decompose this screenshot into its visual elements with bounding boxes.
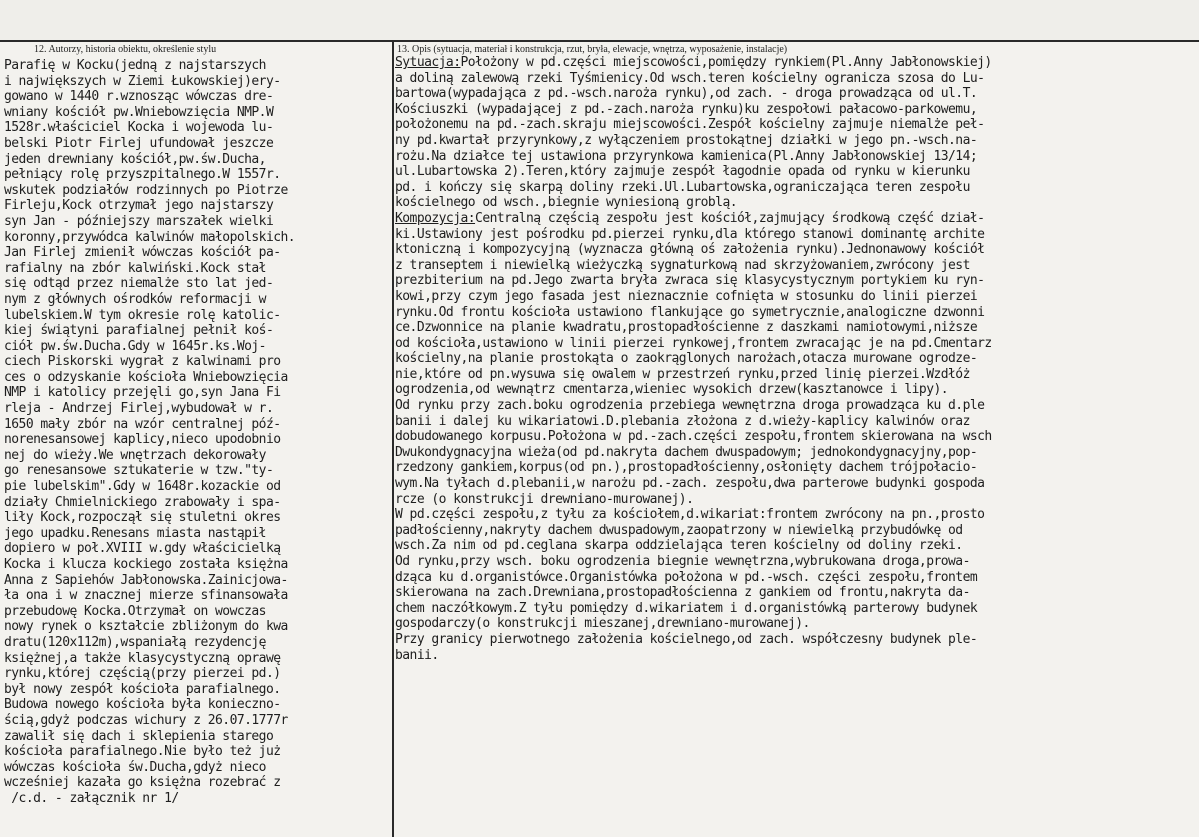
text-line: [395, 476, 1195, 492]
text-line: rleja - Andrzej Firlej,wybudował w r.: [4, 401, 274, 417]
text-line: [395, 211, 1195, 227]
line-text: Centralną częścią zespołu jest kościół,zajmujący środkową część dział-: [475, 210, 985, 226]
line-text: rożu.Na działce tej ustawiona przyrynkowa kamienica(Pl.Anny Jabłonowskiej 13/14;: [395, 148, 978, 164]
line-text: gospodarczy(o konstrukcji mieszanej,drewniano-murowanej).: [395, 616, 810, 632]
text-line: [395, 55, 1195, 71]
text-line: [395, 570, 1195, 586]
text-line: [395, 305, 1195, 321]
text-line: [395, 227, 1195, 243]
text-line: wówczas kościoła św.Ducha,gdyż nieco: [4, 759, 266, 775]
text-line: [395, 180, 1195, 196]
line-text: kowi,przy czym jego fasada jest nieznacznie cofnięta w stosunku do linii pierzei: [395, 288, 978, 304]
text-line: [395, 149, 1195, 165]
text-line: Anna z Sapiehów Jabłonowska.Zainicjowa-: [4, 572, 288, 588]
text-line: gowano w 1440 r.wznosząc wówczas dre-: [4, 89, 274, 105]
text-line: działy Chmielnickiego zrabowały i spa-: [4, 494, 281, 510]
line-text: pd. i kończy się skarpą doliny rzeki.Ul.Lubartowska,ograniczająca teren zespołu: [395, 179, 970, 195]
section-label: Sytuacja:: [395, 55, 461, 70]
text-line: wcześniej kazała go księżna rozebrać z: [4, 775, 281, 791]
text-line: kiej świątyni parafialnej pełnił koś-: [4, 323, 274, 339]
line-text: położonemu na pd.-zach.skraju miejscowości.Zespół kościelny zajmuje niemalże peł-: [395, 117, 985, 133]
text-line: belski Piotr Firlej ufundował jeszcze: [4, 135, 274, 151]
text-line: się odtąd przez niemalże sto lat jed-: [4, 276, 274, 292]
text-line: [395, 133, 1195, 149]
text-line: [395, 336, 1195, 352]
text-line: wskutek podziałów rodzinnych po Piotrze: [4, 182, 288, 198]
text-line: [395, 554, 1195, 570]
text-line: [395, 585, 1195, 601]
line-text: wsch.Za nim od pd.ceglana skarpa oddzielająca teren kościelny od doliny rzeki.: [395, 538, 963, 554]
text-line: był nowy zespół kościoła parafialnego.: [4, 681, 281, 697]
line-text: a doliną zalewową rzeki Tyśmienicy.Od wsch.teren kościelny ogranicza szosa do Lu-: [395, 70, 985, 86]
line-text: ki.Ustawiony jest pośrodku pd.pierzei rynku,dla którego stanowi dominantę archite: [395, 226, 985, 242]
text-line: [395, 382, 1195, 398]
text-line: jego upadku.Renesans miasta nastąpił: [4, 525, 266, 541]
line-text: rcze (o konstrukcji drewniano-murowanej).: [395, 491, 694, 507]
text-line: kościoła parafialnego.Nie było też już: [4, 744, 281, 760]
text-line: [395, 414, 1195, 430]
text-line: ła ona i w znacznej mierze sfinansowała: [4, 588, 288, 604]
line-text: ktoniczną i kompozycyjną (wyznacza główną oś założenia rynku).Jednonawowy kościół: [395, 242, 985, 258]
line-text: Od rynku,przy wsch. boku ogrodzenia biegnie wewnętrzna,wybrukowana droga,prowa-: [395, 554, 970, 569]
line-text: Dwukondygnacyjna wieża(od pd.nakryta dachem dwuspadowym; jednokondygnacyjny,pop-: [395, 444, 978, 460]
text-line: [395, 616, 1195, 632]
text-line: [395, 398, 1195, 414]
text-line: ces o odzyskanie kościoła Wniebowzięcia: [4, 369, 288, 385]
text-line: ścią,gdyż podczas wichury z 26.07.1777r: [4, 712, 288, 728]
line-text: z transeptem i niewielką wieżyczką sygnaturkową nad skrzyżowaniem,zwrócony jest: [395, 257, 970, 273]
text-line: Budowa nowego kościoła była konieczno-: [4, 697, 281, 713]
text-line: 1528r.właściciel Kocka i wojewoda lu-: [4, 120, 274, 136]
line-text: rynku.Od frontu kościoła ustawiono flankujące go symetrycznie,analogiczne dzwonni: [395, 304, 985, 320]
text-line: pie lubelskim".Gdy w 1648r.kozackie od: [4, 479, 281, 495]
line-text: kościelny,na planie prostokąta o zaokrąglonych narożach,otacza murowane ogrodze-: [395, 351, 978, 367]
line-text: Przy granicy pierwotnego założenia kościelnego,od zach. współczesny budynek ple-: [395, 631, 978, 647]
line-text: od kościoła,ustawiono w linii pierzei rynkowej,frontem zwracając je na pd.Cmentarz: [395, 335, 992, 351]
text-line: i największych w Ziemi Łukowskiej)ery-: [4, 73, 281, 89]
text-line: [395, 538, 1195, 554]
text-line: zawalił się dach i sklepienia starego: [4, 728, 274, 744]
text-line: [395, 289, 1195, 305]
text-line: Parafię w Kocku(jedną z najstarszych: [4, 58, 266, 73]
text-line: [395, 492, 1195, 508]
text-line: pełniący rolę przyszpitalnego.W 1557r.: [4, 167, 281, 183]
text-line: [395, 102, 1195, 118]
text-line: nym z głównych ośrodków reformacji w: [4, 291, 266, 307]
text-line: [395, 273, 1195, 289]
text-line: norenesansowej kaplicy,nieco upodobnio: [4, 432, 281, 448]
text-line: NMP i katolicy przejęli go,syn Jana Fi: [4, 385, 281, 401]
text-line: go renesansowe sztukaterie w tzw."ty-: [4, 463, 274, 479]
line-text: ogrodzenia,od wewnątrz cmentarza,wieniec wysokich drzew(kasztanowce i lipy).: [395, 382, 949, 398]
text-line: [395, 507, 1195, 523]
text-line: nej do wieży.We wnętrzach dekorowały: [4, 447, 266, 463]
line-text: prezbiterium na pd.Jego zwarta bryła zwraca się klasycystycznym portykiem ku ryn-: [395, 273, 985, 289]
line-text: kościelnego od wsch.,biegnie wyniesioną groblą.: [395, 195, 738, 211]
text-line: [395, 523, 1195, 539]
text-line: dratu(120x112m),wspaniałą rezydencję: [4, 634, 266, 650]
line-text: W pd.części zespołu,z tyłu za kościołem,d.wikariat:frontem zwrócony na pn.,prosto: [395, 507, 985, 523]
text-line: Jan Firlej zmienił wówczas kościół pa-: [4, 245, 281, 261]
text-line: nowy rynek o kształcie zbliżonym do kwa: [4, 619, 288, 635]
text-line: Kocka i klucza kockiego została księżna: [4, 557, 288, 572]
line-text: Kościuszki (wypadającej z pd.-zach.naroża rynku)ku zespołowi pałacowo-parkowemu,: [395, 101, 978, 117]
text-line: [395, 445, 1195, 461]
text-line: wniany kościół pw.Wniebowzięcia NMP.W: [4, 104, 274, 120]
text-line: [395, 460, 1195, 476]
text-line: Firleju,Kock otrzymał jego najstarszy: [4, 198, 274, 214]
line-text: padłościenny,nakryty dachem dwuspadowym,zaopatrzony w niewielką przybudówkę od: [395, 522, 963, 538]
line-text: bartowa(wypadająca z pd.-wsch.naroża rynku),od zach. - droga prowadząca od ul.T.: [395, 86, 978, 102]
line-text: ul.Lubartowska 2).Teren,który zajmuje zespół łagodnie opada od rynku w kierunku: [395, 164, 970, 180]
text-line: [395, 601, 1195, 617]
column-divider: [392, 40, 394, 837]
line-text: Od rynku przy zach.boku ogrodzenia przebiega wewnętrzna droga prowadząca ku d.ple: [395, 398, 985, 414]
text-line: ciół pw.św.Ducha.Gdy w 1645r.ks.Woj-: [4, 338, 266, 354]
text-line: [395, 320, 1195, 336]
text-line: [395, 632, 1195, 648]
line-text: nie,które od pn.wysuwa się owalem w przestrzeń rynku,przed linię pierzei.Wzdłóż: [395, 366, 970, 382]
text-line: ciech Piskorski wygrał z kalwinami pro: [4, 354, 281, 370]
text-line: [395, 195, 1195, 211]
line-text: rzedzony gankiem,korpus(od pn.),prostopadłościenny,osłonięty dachem trójpołacio-: [395, 460, 978, 476]
left-column-heading: 12. Autorzy, historia obiektu, określenie stylu: [34, 44, 217, 55]
text-line: przebudowę Kocka.Otrzymał on wowczas: [4, 603, 266, 619]
text-line: [395, 258, 1195, 274]
text-line: [395, 71, 1195, 87]
line-text: ny pd.kwartał przyrynkowy,z wyłączeniem prostokątnej działki w jego pn.-wsch.na-: [395, 132, 978, 148]
line-text: banii i dalej ku wikariatowi.D.plebania złożona z d.wieży-kaplicy kalwinów oraz: [395, 413, 970, 429]
text-line: koronny,przywódca kalwinów małopolskich.: [4, 229, 296, 245]
text-line: [395, 242, 1195, 258]
top-border-line: [0, 40, 1199, 42]
text-line: [395, 351, 1195, 367]
line-text: chem naczółkowym.Z tyłu pomiędzy d.wikariatem i d.organistówką parterowy budynek: [395, 600, 978, 616]
line-text: dząca ku d.organistówce.Organistówka położona w pd.-wsch. części zespołu,frontem: [395, 569, 978, 585]
text-line: księżnej,a także klasycystyczną oprawę: [4, 650, 281, 666]
text-line: rynku,której częścią(przy pierzei pd.): [4, 666, 281, 682]
line-text: ce.Dzwonnice na planie kwadratu,prostopadłościenne z daszkami namiotowymi,niższe: [395, 320, 978, 336]
line-text: dobudowanego korpusu.Położona w pd.-zach.części zespołu,frontem skierowana na wsch: [395, 429, 992, 445]
sheet-top-margin: [0, 0, 1199, 40]
text-line: [395, 367, 1195, 383]
line-text: Położony w pd.części miejscowości,pomiędzy rynkiem(Pl.Anny Jabłonowskiej): [460, 55, 992, 70]
text-line: [395, 117, 1195, 133]
text-line: 1650 mały zbór na wzór centralnej póź-: [4, 416, 281, 432]
text-line: [395, 429, 1195, 445]
description-text-block: [395, 55, 1195, 663]
text-line: [395, 86, 1195, 102]
text-line: /c.d. - załącznik nr 1/: [4, 790, 179, 806]
text-line: rafialny na zbór kalwiński.Kock stał: [4, 260, 266, 276]
line-text: skierowana na zach.Drewniana,prostopadłościenna z gankiem od frontu,nakryta da-: [395, 585, 970, 601]
line-text: wym.Na tyłach d.plebanii,w narożu pd.-zach. zespołu,dwa parterowe budynki gospoda: [395, 476, 985, 492]
section-label: Kompozycja:: [395, 210, 476, 226]
text-line: syn Jan - późniejszy marszałek wielki: [4, 213, 274, 229]
text-line: dopiero w poł.XVIII w.gdy właścicielką: [4, 541, 281, 557]
text-line: lubelskiem.W tym okresie rolę katolic-: [4, 307, 281, 323]
history-text-block: [4, 58, 391, 807]
right-column-heading: 13. Opis (sytuacja, materiał i konstrukcja, rzut, bryła, elewacje, wnętrza, wyposażenie, instalacje): [397, 44, 788, 55]
text-line: jeden drewniany kościół,pw.św.Ducha,: [4, 151, 266, 167]
line-text: banii.: [395, 647, 439, 663]
text-line: [395, 648, 1195, 664]
text-line: liły Kock,rozpoczął się stuletni okres: [4, 510, 281, 526]
text-line: [395, 164, 1195, 180]
